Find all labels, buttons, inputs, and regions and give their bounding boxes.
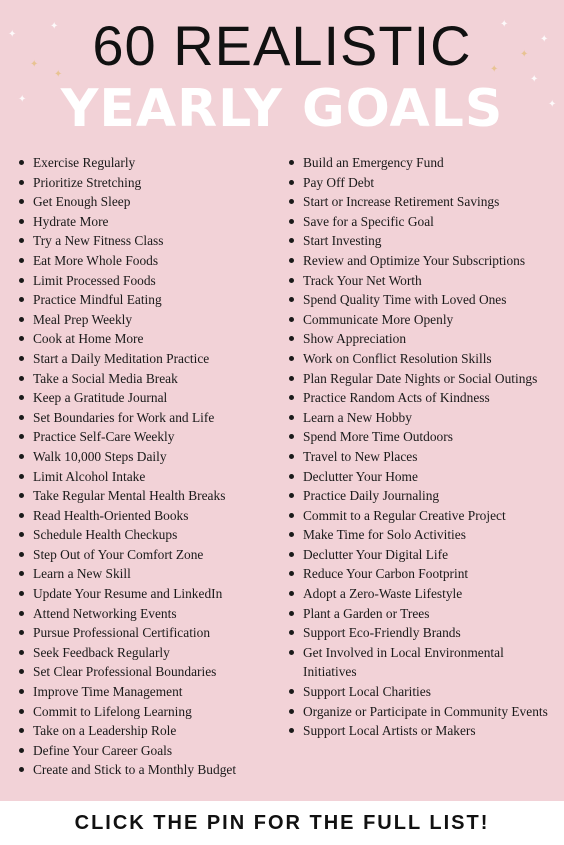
- list-item: Create and Stick to a Monthly Budget: [19, 760, 269, 780]
- list-item: Travel to New Places: [289, 447, 557, 467]
- list-item: Exercise Regularly: [19, 153, 269, 173]
- list-item: Spend Quality Time with Loved Ones: [289, 290, 557, 310]
- list-item: Declutter Your Home: [289, 467, 557, 487]
- list-item: Improve Time Management: [19, 682, 269, 702]
- list-item: Start Investing: [289, 231, 557, 251]
- list-item: Keep a Gratitude Journal: [19, 388, 269, 408]
- list-item: Track Your Net Worth: [289, 271, 557, 291]
- list-item: Declutter Your Digital Life: [289, 545, 557, 565]
- list-item: Practice Daily Journaling: [289, 486, 557, 506]
- sparkle-icon: ✦: [520, 49, 529, 60]
- sparkle-icon: ✦: [490, 64, 499, 75]
- list-item: Limit Processed Foods: [19, 271, 269, 291]
- list-item: Attend Networking Events: [19, 604, 269, 624]
- list-item: Spend More Time Outdoors: [289, 427, 557, 447]
- sparkle-icon: ✦: [500, 19, 509, 30]
- list-item: Organize or Participate in Community Events: [289, 702, 557, 722]
- list-item: Commit to a Regular Creative Project: [289, 506, 557, 526]
- list-item: Pay Off Debt: [289, 173, 557, 193]
- list-item: Walk 10,000 Steps Daily: [19, 447, 269, 467]
- list-item: Practice Mindful Eating: [19, 290, 269, 310]
- list-item: Start or Increase Retirement Savings: [289, 192, 557, 212]
- list-item: Try a New Fitness Class: [19, 231, 269, 251]
- list-item: Meal Prep Weekly: [19, 310, 269, 330]
- list-item: Commit to Lifelong Learning: [19, 702, 269, 722]
- list-item: Adopt a Zero-Waste Lifestyle: [289, 584, 557, 604]
- list-item: Cook at Home More: [19, 329, 269, 349]
- list-item: Update Your Resume and LinkedIn: [19, 584, 269, 604]
- page-title-line2: YEARLY GOALS: [60, 79, 504, 139]
- list-item: Take on a Leadership Role: [19, 721, 269, 741]
- list-item: Step Out of Your Comfort Zone: [19, 545, 269, 565]
- list-item: Take a Social Media Break: [19, 369, 269, 389]
- sparkle-icon: ✦: [30, 59, 39, 70]
- list-item: Save for a Specific Goal: [289, 212, 557, 232]
- list-item: Hydrate More: [19, 212, 269, 232]
- list-item: Support Local Artists or Makers: [289, 721, 557, 741]
- list-item: Practice Random Acts of Kindness: [289, 388, 557, 408]
- sparkle-icon: ✦: [540, 34, 549, 45]
- list-item: Seek Feedback Regularly: [19, 643, 269, 663]
- list-item: Get Enough Sleep: [19, 192, 269, 212]
- sparkle-icon: ✦: [50, 21, 59, 32]
- sparkle-icon: ✦: [8, 29, 17, 40]
- page-title-line1: 60 REALISTIC: [92, 14, 472, 77]
- list-item: Review and Optimize Your Subscriptions: [289, 251, 557, 271]
- list-item: Set Boundaries for Work and Life: [19, 408, 269, 428]
- list-item: Reduce Your Carbon Footprint: [289, 564, 557, 584]
- sparkle-icon: ✦: [54, 69, 63, 80]
- list-item: Work on Conflict Resolution Skills: [289, 349, 557, 369]
- list-item: Pursue Professional Certification: [19, 623, 269, 643]
- list-item: Limit Alcohol Intake: [19, 467, 269, 487]
- list-item: Define Your Career Goals: [19, 741, 269, 761]
- goals-list-left: [19, 153, 269, 780]
- list-item: Start a Daily Meditation Practice: [19, 349, 269, 369]
- list-item: Schedule Health Checkups: [19, 525, 269, 545]
- list-item: Learn a New Hobby: [289, 408, 557, 428]
- list-item: Eat More Whole Foods: [19, 251, 269, 271]
- list-item: Communicate More Openly: [289, 310, 557, 330]
- list-item: Set Clear Professional Boundaries: [19, 662, 269, 682]
- list-item: Plan Regular Date Nights or Social Outings: [289, 369, 557, 389]
- list-item: Learn a New Skill: [19, 564, 269, 584]
- list-item: Plant a Garden or Trees: [289, 604, 557, 624]
- list-item: Show Appreciation: [289, 329, 557, 349]
- list-item: Practice Self-Care Weekly: [19, 427, 269, 447]
- list-item: Get Involved in Local Environmental Initiatives: [289, 643, 557, 682]
- list-item: Support Eco-Friendly Brands: [289, 623, 557, 643]
- list-item: Read Health-Oriented Books: [19, 506, 269, 526]
- sparkle-icon: ✦: [548, 99, 557, 110]
- sparkle-icon: ✦: [530, 74, 539, 85]
- goals-list-right: [289, 153, 557, 741]
- list-item: Support Local Charities: [289, 682, 557, 702]
- list-item: Build an Emergency Fund: [289, 153, 557, 173]
- list-item: Make Time for Solo Activities: [289, 525, 557, 545]
- list-item: Prioritize Stretching: [19, 173, 269, 193]
- list-item: Take Regular Mental Health Breaks: [19, 486, 269, 506]
- sparkle-icon: ✦: [18, 94, 27, 105]
- footer-cta[interactable]: CLICK THE PIN FOR THE FULL LIST!: [0, 801, 564, 845]
